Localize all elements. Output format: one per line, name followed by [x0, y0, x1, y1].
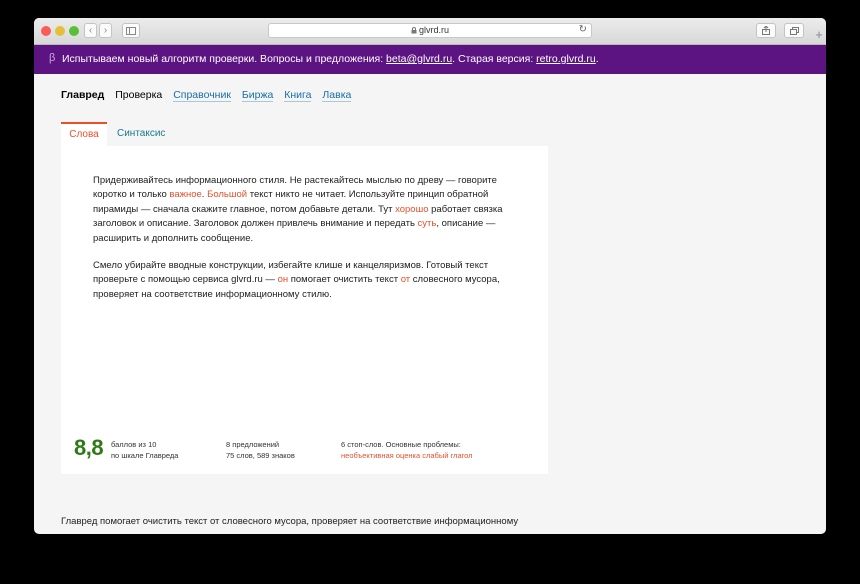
tabs-icon: [790, 27, 799, 35]
new-tab-button[interactable]: [812, 26, 826, 44]
main-nav: [61, 89, 359, 101]
tabs-overview-button[interactable]: [784, 23, 804, 38]
score-value: 8,8: [74, 435, 104, 460]
editor-panel: [61, 146, 548, 474]
problem-link[interactable]: слабый глагол: [422, 451, 473, 460]
chevron-left-icon: ‹: [88, 25, 93, 36]
close-window-button[interactable]: [41, 26, 51, 36]
text-segment: текст никто не читает. Используйте принцип обратной пирамиды — сначала скажите главное, потом добавьте детали. Тут: [93, 189, 489, 215]
nav-item-book[interactable]: Книга: [284, 89, 312, 101]
back-button[interactable]: [84, 23, 97, 38]
chevron-right-icon: ›: [103, 25, 108, 36]
banner-text: Испытываем новый алгоритм проверки. Вопросы и предложения:: [62, 53, 387, 65]
sidebar-button[interactable]: [122, 23, 140, 38]
problems-summary: [341, 439, 473, 461]
text-segment: , описание — расширить и дополнить сообщение.: [93, 218, 496, 244]
address-bar[interactable]: [268, 23, 592, 38]
beta-icon: β: [49, 52, 56, 64]
text-stats: [226, 439, 295, 461]
nav-item-exchange[interactable]: Биржа: [241, 89, 274, 101]
lock-icon: [411, 27, 417, 34]
browser-window: [34, 18, 826, 534]
score-caption-line1: баллов из 10: [111, 440, 157, 449]
text-segment: работает связка заголовок и описание. Заголовок должен привлечь внимание и передать: [93, 203, 503, 230]
feedback-email-link[interactable]: beta@glvrd.ru: [386, 53, 453, 65]
tab-syntax[interactable]: Синтаксис: [117, 128, 166, 139]
minimize-window-button[interactable]: [55, 26, 65, 36]
nav-item-reference[interactable]: Справочник: [173, 89, 231, 101]
stopword-count: 6 стоп-слов. Основные проблемы:: [341, 440, 461, 449]
text-segment: .: [201, 189, 208, 201]
highlighted-word[interactable]: он: [277, 274, 289, 286]
url-text: glvrd.ru: [418, 25, 449, 35]
highlighted-word[interactable]: суть: [417, 218, 437, 230]
old-version-link[interactable]: retro.glvrd.ru: [536, 53, 596, 65]
share-icon: [762, 26, 770, 35]
text-paragraph-1[interactable]: [93, 174, 513, 246]
reload-icon[interactable]: ↻: [578, 24, 587, 35]
beta-banner: [34, 45, 826, 74]
banner-text-middle: . Старая версия:: [452, 53, 537, 65]
highlighted-word[interactable]: Большой: [207, 189, 248, 201]
nav-item-check[interactable]: Проверка: [115, 89, 163, 101]
sentence-count: 8 предложений: [226, 440, 280, 449]
text-segment: Придерживайтесь информационного стиля. Не растекайтесь мыслью по древу — говорите коротко и только: [93, 175, 497, 201]
score-caption: [111, 439, 178, 461]
footer-description: Главред помогает очистить текст от словесного мусора, проверяет на соответствие информационному: [61, 516, 519, 527]
text-paragraph-2[interactable]: [93, 259, 513, 302]
text-segment: Смело убирайте вводные конструкции, избегайте клише и канцеляризмов. Готовый текст проверьте с помощью сервиса glvrd.ru —: [93, 260, 489, 286]
highlighted-word[interactable]: важное: [169, 189, 202, 201]
highlighted-word[interactable]: от: [400, 274, 411, 286]
score-caption-line2: по шкале Главреда: [111, 451, 179, 460]
highlighted-word[interactable]: хорошо: [395, 203, 429, 215]
zoom-window-button[interactable]: [69, 26, 79, 36]
browser-toolbar: [34, 18, 826, 45]
banner-text-end: .: [595, 53, 599, 65]
sidebar-icon: [126, 27, 136, 35]
problem-link[interactable]: необъективная оценка: [341, 451, 421, 460]
word-count: 75 слов, 589 знаков: [226, 451, 295, 460]
tab-words[interactable]: Слова: [61, 122, 107, 146]
plus-icon: +: [815, 27, 823, 42]
text-segment: помогает очистить текст: [288, 274, 401, 286]
nav-item-shop[interactable]: Лавка: [322, 89, 352, 101]
nav-item-glavred[interactable]: Главред: [61, 89, 105, 101]
text-segment: словесного мусора, проверяет на соответствие информационному стилю.: [93, 274, 500, 300]
share-button[interactable]: [756, 23, 776, 38]
forward-button[interactable]: [99, 23, 112, 38]
